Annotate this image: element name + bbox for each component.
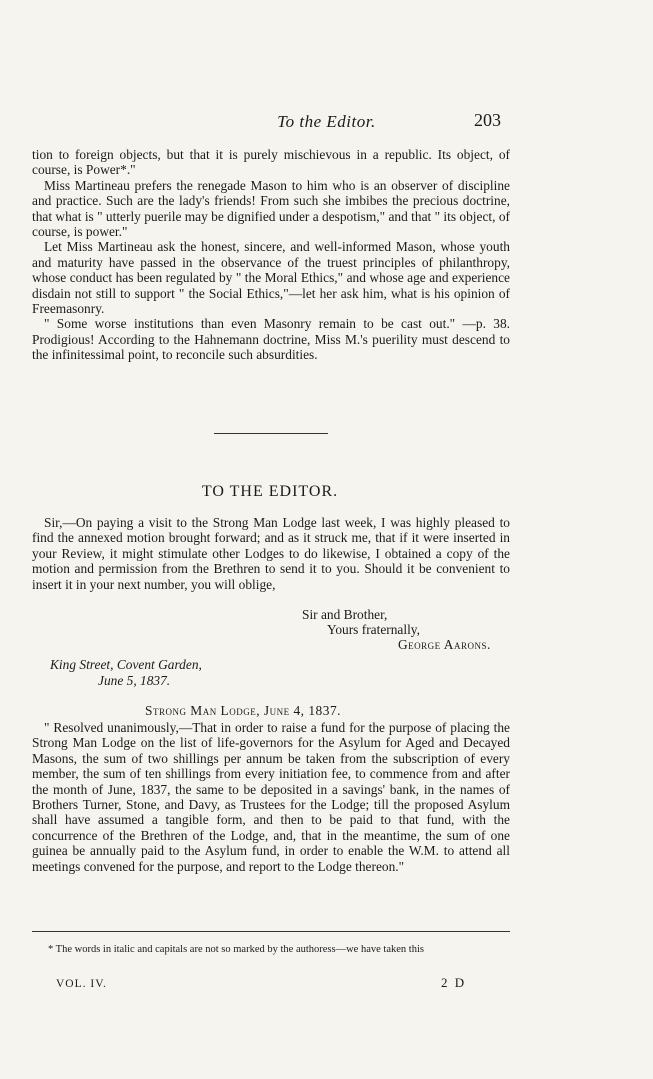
resolution-text (32, 720, 510, 874)
closing-salutation: Sir and Brother, (302, 607, 388, 622)
closing-yours: Yours fraternally, (327, 622, 420, 637)
paragraph: " Some worse institutions than even Masonry remain to be cast out." —p. 38. Prodigious! According to the Hahnemann doctrine, Miss M.'s puerility must descend to the infinitessimal point, to reconcile such absurdities. (32, 316, 510, 363)
paragraph: tion to foreign objects, but that it is purely mischievous in a republic. Its object, of course, is Power*." (32, 147, 510, 178)
printer-signature-mark: 2 D (441, 975, 467, 990)
letter-heading: TO THE EDITOR. (201, 483, 339, 500)
paragraph: Miss Martineau prefers the renegade Mason to him who is an observer of discipline and practice. Such are the lady's friends! From such she imbibes the precious doctrine, that what is " utterly puerile may be dignified under a despotism," and that " its object, of course, is power." (32, 177, 510, 240)
paragraph: Let Miss Martineau ask the honest, sincere, and well-informed Mason, whose youth and maturity have passed in the observance of the truest principles of philanthropy, whose conduct has been regulated by " the Moral Ethics," and whose age and experience disdain not still to support " the Social Ethics,"—let her ask him, what is his opinion of Freemasonry. (32, 239, 510, 317)
page-number: 203 (474, 110, 501, 130)
running-title: To the Editor. (277, 112, 376, 131)
address-line: King Street, Covent Garden, (50, 657, 202, 672)
minute-heading: Strong Man Lodge, June 4, 1837. (145, 703, 341, 718)
signature-name: George Aarons. (398, 637, 491, 652)
paragraph: Sir,—On paying a visit to the Strong Man Lodge last week, I was highly pleased to find the annexed motion brought forward; and as it struck me, that if it were inserted in your Review, it might stimulate other Lodges to do likewise, I obtained a copy of the motion and permission from the Brethren to send it to you. Should it be convenient to insert it in your next number, you will oblige, (32, 515, 510, 592)
section-divider (214, 433, 328, 434)
letter-body (32, 515, 510, 592)
volume-label: VOL. IV. (56, 978, 107, 990)
date-line: June 5, 1837. (98, 673, 171, 688)
footnote-divider (32, 931, 510, 932)
paragraph: " Resolved unanimously,—That in order to raise a fund for the purpose of placing the Strong Man Lodge on the list of life-governors for the Asylum for Aged and Decayed Masons, the sum of two shillings per annum be taken from the subscription of every member, the sum of ten shillings from every initiation fee, to commence from and after the month of June, 1837, the same to be deposited in a savings' bank, in the names of Brothers Turner, Stone, and Davy, as Trustees for the Lodge; till the proposed Asylum shall have assumed a tangible form, and then to be paid to that fund, with the concurrence of the Brethren of the Lodge, and, that in the meantime, the sum of one guinea be annually paid to the Asylum fund, in order to enable the W.M. to attend all meetings convened for the purpose, and report to the Lodge thereon." (32, 720, 510, 874)
article-continuation (32, 147, 510, 363)
footnote: * The words in italic and capitals are not so marked by the authoress—we have taken this (48, 944, 424, 955)
